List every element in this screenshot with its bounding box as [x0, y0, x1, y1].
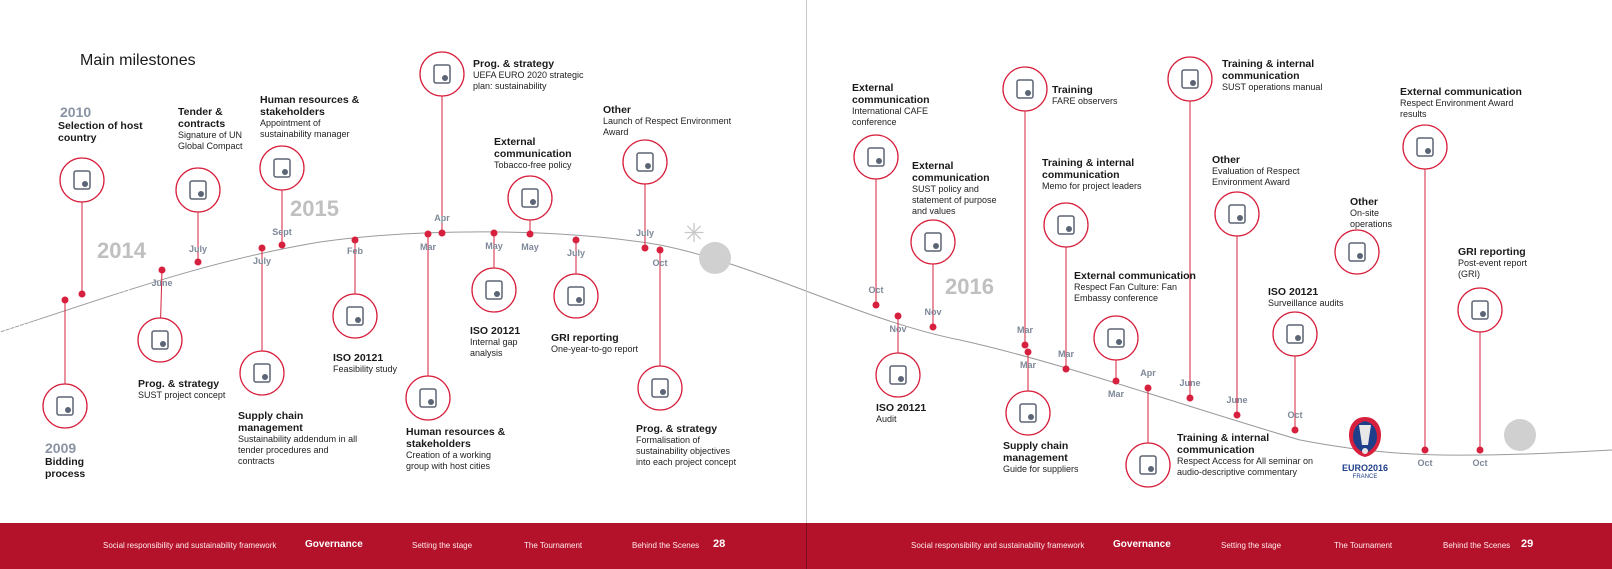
manual-glyph-dot: [1190, 80, 1196, 86]
year-2015: 2015: [290, 196, 339, 221]
event-award-results: External communication Respect Environment Award results: [1400, 86, 1522, 119]
book-glyph-dot: [1028, 414, 1034, 420]
book-icon: [1006, 391, 1050, 435]
event-gap-analysis: ISO 20121 Internal gap analysis: [470, 325, 521, 358]
iso-target-glyph-dot: [355, 317, 361, 323]
event-memo: Training & internal communication Memo for project leaders: [1042, 157, 1142, 191]
timeline-dot: [1187, 395, 1194, 402]
screen-glyph-dot: [1025, 90, 1031, 96]
presentation-icon: [420, 52, 464, 96]
month-label: June: [1226, 395, 1248, 405]
event-ops-manual: Training & internal communication SUST operations manual: [1222, 58, 1323, 92]
fan-glyph-dot: [1116, 339, 1122, 345]
timeline-dot: [1022, 342, 1029, 349]
timeline-dot: [873, 302, 880, 309]
euro-trophy-icon: [1345, 415, 1385, 459]
timeline-dot: [259, 245, 266, 252]
onsite-icon: [1335, 230, 1379, 274]
group-glyph-dot: [428, 399, 434, 405]
page-gutter: [806, 0, 807, 523]
event-2010: Selection of host country: [58, 120, 143, 144]
footer-nav-tournament-r[interactable]: The Tournament: [1334, 541, 1393, 550]
timeline-dot: [79, 291, 86, 298]
event-working-group: Human resources & stakeholders Creation of a working group with host cities: [406, 426, 506, 471]
footer-nav-framework[interactable]: Social responsibility and sustainability framework: [103, 541, 277, 550]
month-label: Feb: [346, 246, 364, 256]
timeline-dot: [352, 237, 359, 244]
event-post-event: GRI reporting Post-event report (GRI): [1458, 246, 1528, 279]
timeline-dot: [642, 245, 649, 252]
video-icon: [1044, 203, 1088, 247]
timeline-dot: [573, 237, 580, 244]
event-cafe: External communication International CAFE conference: [852, 82, 930, 127]
year-2016: 2016: [945, 274, 994, 299]
no-smoking-glyph-dot: [530, 199, 536, 205]
month-label: Mar: [419, 242, 437, 252]
sparkle-icon: ✳: [683, 218, 705, 248]
month-label: Oct: [1287, 410, 1303, 420]
event-tender: Tender & contracts Signature of UN Global Compact: [178, 106, 243, 151]
footer-nav-stage[interactable]: Setting the stage: [412, 541, 473, 550]
iso-target-icon: [333, 294, 377, 338]
event-audit: ISO 20121 Audit: [876, 402, 927, 424]
month-label: June: [1179, 378, 1201, 388]
timeline-dot: [930, 324, 937, 331]
bar-chart-icon: [472, 268, 516, 312]
target-icon: [911, 220, 955, 264]
timeline-dot: [1145, 385, 1152, 392]
month-label: Oct: [652, 258, 668, 268]
hands-bulb-icon: [138, 318, 182, 362]
timeline-dot: [895, 313, 902, 320]
timeline-dot: [195, 259, 202, 266]
hr-chart-icon: [260, 146, 304, 190]
football-icon: [1504, 419, 1536, 451]
clipboard-glyph-dot: [262, 374, 268, 380]
conference-icon: [854, 135, 898, 179]
award-globe-icon: [623, 140, 667, 184]
fan-icon: [1094, 316, 1138, 360]
screen-icon: [1003, 67, 1047, 111]
month-label: Oct: [1417, 458, 1433, 468]
timeline-dot: [159, 267, 166, 274]
report-icon: [554, 274, 598, 318]
event-sust-concept: Prog. & strategy SUST project concept: [138, 378, 226, 400]
event-2009: Bidding process: [45, 456, 86, 480]
objectives-icon: [638, 366, 682, 410]
footer-nav-framework-r[interactable]: Social responsibility and sustainability framework: [911, 541, 1085, 550]
globe-icon: [60, 158, 104, 202]
month-label: Mar: [1016, 325, 1034, 335]
timeline-dot: [527, 231, 534, 238]
post-report-icon: [1458, 288, 1502, 332]
target-glyph-dot: [933, 243, 939, 249]
timeline-dot: [439, 230, 446, 237]
hands-bulb-glyph-dot: [160, 341, 166, 347]
month-label: July: [188, 244, 208, 254]
award-globe-glyph-dot: [645, 163, 651, 169]
event-sust-policy: External communication SUST policy and statement of purpose and values: [912, 160, 997, 216]
month-label: Nov: [924, 307, 942, 317]
event-access: Training & internal communication Respect Access for All seminar on audio-descriptive commentary: [1177, 432, 1314, 477]
timeline-dot: [1422, 447, 1429, 454]
month-label: July: [566, 248, 586, 258]
timeline-dot: [1477, 447, 1484, 454]
month-label: May: [521, 242, 539, 252]
audit-glyph-dot: [898, 376, 904, 382]
month-label: July: [252, 256, 272, 266]
timeline-dot: [1113, 378, 1120, 385]
timeline-dot: [1063, 366, 1070, 373]
hr-chart-glyph-dot: [282, 169, 288, 175]
event-uefa-plan: Prog. & strategy UEFA EURO 2020 strategic plan: sustainability: [473, 58, 584, 91]
timeline-dot: [425, 231, 432, 238]
pen-icon: [176, 168, 220, 212]
timeline-dot: [279, 242, 286, 249]
event-evaluation: Other Evaluation of Respect Environment Award: [1212, 154, 1300, 187]
euro-country: FRANCE: [1352, 474, 1378, 480]
event-fan-embassy: External communication Respect Fan Culture: Fan Embassy conference: [1074, 270, 1196, 303]
post-report-glyph-dot: [1480, 311, 1486, 317]
video-glyph-dot: [1066, 226, 1072, 232]
manual-icon: [1168, 57, 1212, 101]
timeline-dot: [657, 247, 664, 254]
timeline-dot: [1234, 412, 1241, 419]
timeline-dot: [491, 230, 498, 237]
onsite-glyph-dot: [1357, 253, 1363, 259]
footer-bar: [0, 523, 1612, 569]
microphone-icon: [43, 384, 87, 428]
results-icon: [1403, 125, 1447, 169]
event-onsite: Other On-site operations: [1350, 196, 1393, 229]
event-sust-addendum: Supply chain management Sustainability addendum in all tender procedures and contracts: [238, 410, 358, 466]
report-glyph-dot: [576, 297, 582, 303]
month-label: Sept: [272, 227, 292, 237]
year-2010: 2010: [60, 104, 92, 120]
objectives-glyph-dot: [660, 389, 666, 395]
event-tobacco: External communication Tobacco-free policy: [494, 136, 572, 170]
month-label: Apr: [434, 213, 450, 223]
event-one-year-report: GRI reporting One-year-to-go report: [551, 332, 639, 354]
euro-brand: EURO2016: [1341, 463, 1389, 473]
evaluation-glyph-dot: [1237, 215, 1243, 221]
footer-nav-behind[interactable]: Behind the Scenes: [632, 541, 700, 550]
event-formalisation: Prog. & strategy Formalisation of sustainability objectives into each project concept: [636, 423, 737, 467]
month-label: Oct: [868, 285, 884, 295]
globe-glyph-dot: [82, 181, 88, 187]
event-feasibility: ISO 20121 Feasibility study: [333, 352, 398, 374]
page-number-left: 28: [713, 538, 726, 550]
surveillance-icon: [1273, 312, 1317, 356]
pen-glyph-dot: [198, 191, 204, 197]
footer-nav-behind-r[interactable]: Behind the Scenes: [1443, 541, 1511, 550]
evaluation-icon: [1215, 192, 1259, 236]
event-hr: Human resources & stakeholders Appointment of sustainability manager: [260, 94, 360, 139]
timeline-dot: [1025, 349, 1032, 356]
month-label: Mar: [1107, 389, 1125, 399]
no-smoking-icon: [508, 176, 552, 220]
page-title: Main milestones: [80, 52, 196, 69]
month-label: Nov: [889, 324, 907, 334]
euro2016-logo: [1335, 415, 1395, 481]
conference-glyph-dot: [876, 158, 882, 164]
month-label: Mar: [1019, 360, 1037, 370]
event-fare: Training FARE observers: [1052, 84, 1118, 106]
event-guide: Supply chain management Guide for suppliers: [1003, 440, 1079, 474]
month-label: Mar: [1057, 349, 1075, 359]
presentation-glyph-dot: [442, 75, 448, 81]
footer-nav-tournament[interactable]: The Tournament: [524, 541, 583, 550]
audit-icon: [876, 353, 920, 397]
footer-nav-governance[interactable]: Governance: [305, 539, 363, 550]
microphone-glyph-dot: [65, 407, 71, 413]
month-label: May: [485, 241, 503, 251]
timeline-dot: [62, 297, 69, 304]
year-2014: 2014: [97, 238, 146, 263]
month-label: June: [151, 278, 173, 288]
access-glyph-dot: [1148, 466, 1154, 472]
results-glyph-dot: [1425, 148, 1431, 154]
event-launch-award: Other Launch of Respect Environment Award: [603, 104, 732, 137]
footer-nav-governance-r[interactable]: Governance: [1113, 539, 1171, 550]
surveillance-glyph-dot: [1295, 335, 1301, 341]
group-icon: [406, 376, 450, 420]
footer-right: [806, 523, 1612, 569]
month-label: July: [635, 228, 655, 238]
month-label: Oct: [1472, 458, 1488, 468]
month-label: Apr: [1140, 368, 1156, 378]
bar-chart-glyph-dot: [494, 291, 500, 297]
access-icon: [1126, 443, 1170, 487]
year-2009: 2009: [45, 440, 77, 456]
footer-left: [0, 523, 806, 569]
page-number-right: 29: [1521, 538, 1534, 550]
event-surveillance: ISO 20121 Surveillance audits: [1268, 286, 1344, 308]
footer-nav-stage-r[interactable]: Setting the stage: [1221, 541, 1282, 550]
